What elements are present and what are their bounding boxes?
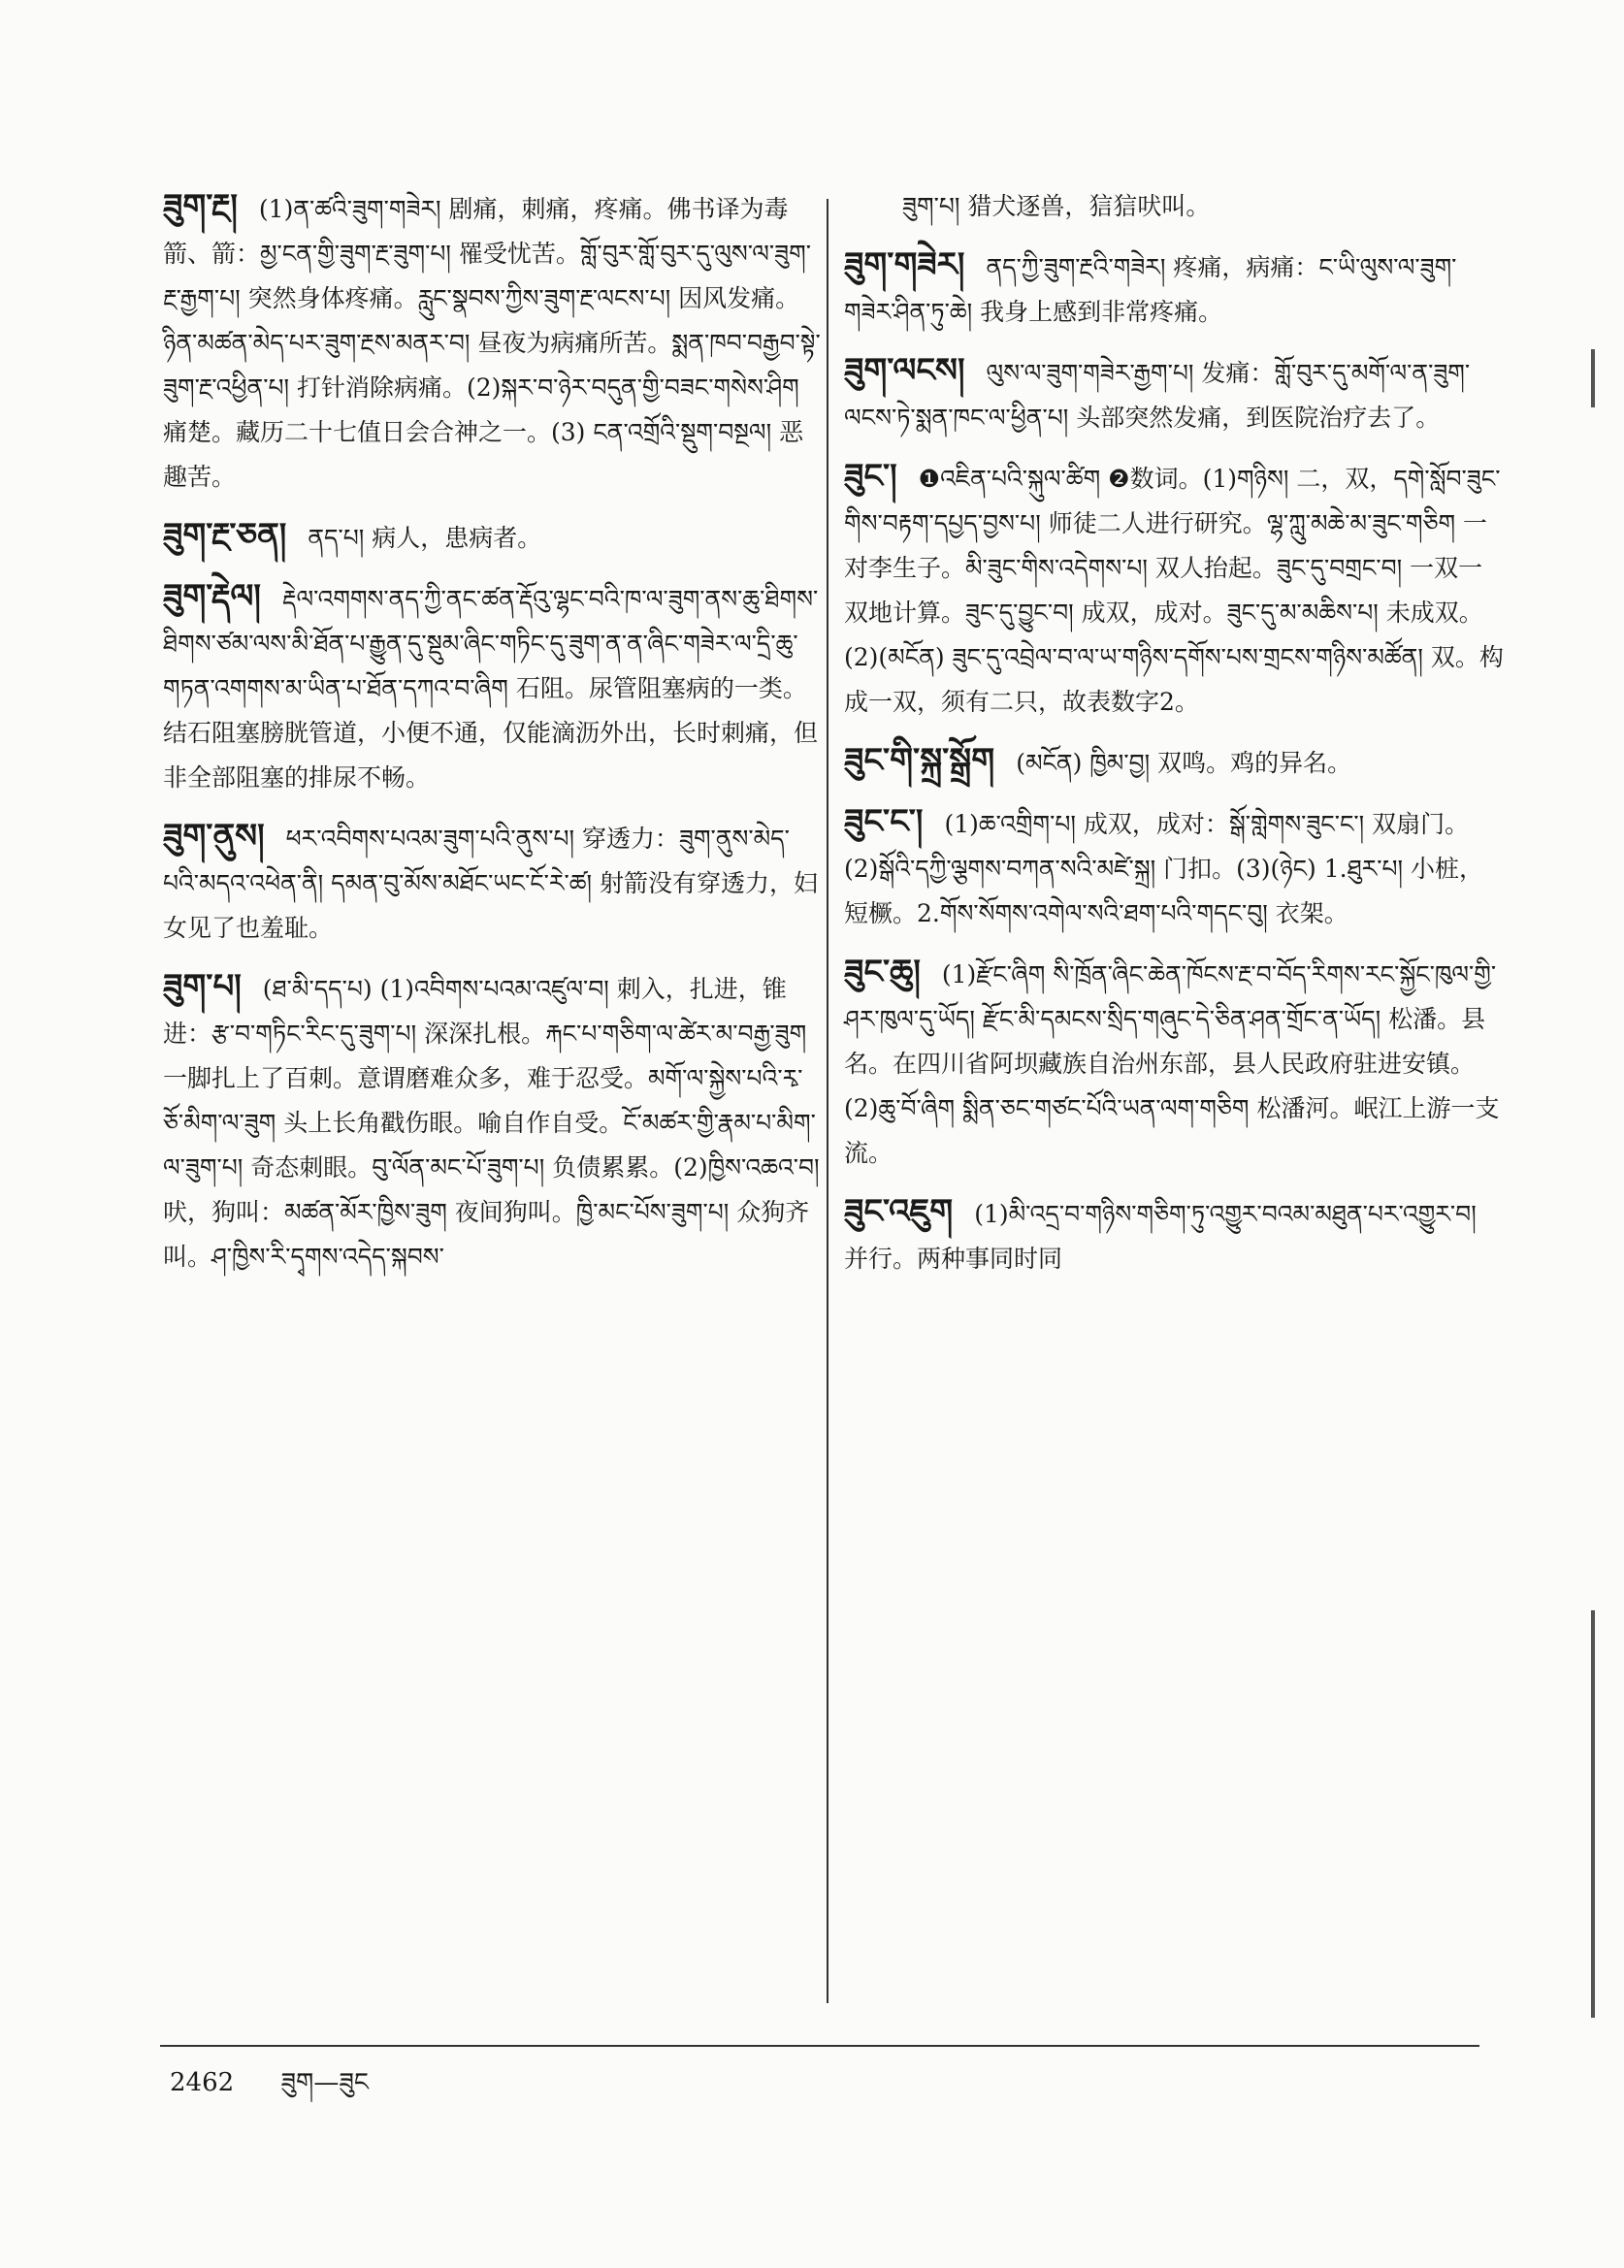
dictionary-entry — [844, 799, 1504, 936]
scan-edge-mark — [1591, 1610, 1595, 2018]
entry-headword: ཟུག་ལངས། — [844, 351, 965, 390]
dictionary-entry — [844, 738, 1504, 786]
dictionary-entry — [163, 574, 823, 800]
page-number: 2462 — [170, 2068, 235, 2097]
entry-headword: ཟུག་རྔ་ཅན། — [163, 516, 287, 555]
entry-definition: ནད་པ། 病人，患病者。 — [308, 524, 542, 552]
dictionary-entry — [163, 513, 823, 561]
entry-definition: (1)ཆ་འགྲིག་པ། 成双，成对：སྒོ་གླེགས་ཟུང་ང་། 双扇门。(2)སྒོའི་དཀྱི་ལྕགས་བཀན་སའི་མཛེ་སྐྲ། 门扣。(3)(ཉེང) 1.ཐུར་པ། 小桩，短橛。2.གོས་སོགས་འགེལ་སའི་ཐག་པའི་གདང་བུ། 衣架。 — [844, 810, 1484, 927]
entry-headword: ཟུང་གི་སྐྲ་སྒྲོག — [844, 741, 995, 780]
page-footer — [170, 2055, 407, 2125]
dictionary-entry — [163, 964, 823, 1280]
right-column — [844, 184, 1504, 1295]
entry-continuation: ཟུག་པ། 猎犬逐兽，狺狺吠叫。 — [902, 192, 1211, 220]
dictionary-entry — [163, 814, 823, 951]
entry-headword: ཟུག་པ། — [163, 967, 242, 1006]
dictionary-entry — [844, 950, 1504, 1176]
entry-headword: ཟུང་། — [844, 457, 897, 496]
entry-definition: ཕར་འབིགས་པའམ་ཟུག་པའི་ནུས་པ། 穿透力：ཟུག་ནུས་མེད་པའི་མདའ་འཕེན་ནི། དམན་བུ་མོས་མཐོང་ཡང་ངོ་རེ་ཚ། 射箭没有穿透力，妇女见了也羞耻。 — [163, 825, 818, 942]
footer-rule — [160, 2045, 1479, 2047]
entry-definition: ❶འཇིན་པའི་སྐུལ་ཚིག ❷数词。(1)གཉིས། 二，双，དགེ་སློབ་ཟུང་གིས་བརྟག་དཔྱད་བྱས་པ། 师徒二人进行研究。ལྷ་ཀླུ་མཆེ་མ་ཟུང་གཅིག 一对李生子。མི་ཟུང་གིས་འདེགས་པ། 双人抬起。ཟུང་དུ་བགྲང་བ། 一双一双地计算。ཟུང་དུ་བྱུང་བ། 成双，成对。ཟུང་དུ་མ་མཆིས་པ། 未成双。(2)(མངོན) ཟུང་དུ་འབྲེལ་བ་ལ་ཡ་གཉིས་དགོས་པས་གྲངས་གཉིས་མཚོན། 双。构成一双，须有二只，故表数字2。 — [844, 465, 1504, 716]
dictionary-entry — [844, 454, 1504, 725]
entry-definition: ནད་ཀྱི་ཟུག་རྔའི་གཟེར། 疼痛，病痛：ང་ཡི་ལུས་ལ་ཟུག་གཟེར་ཤིན་ཏུ་ཆེ། 我身上感到非常疼痛。 — [844, 253, 1457, 326]
entry-definition: ལུས་ལ་ཟུག་གཟེར་རྒྱག་པ། 发痛：གློ་བུར་དུ་མགོ་ལ་ན་ཟུག་ལངས་ཏེ་སྨན་ཁང་ལ་ཕྱིན་པ། 头部突然发痛，到医院治疗去了。 — [844, 359, 1471, 432]
guide-words: ཟུག—ཟུང — [280, 2068, 369, 2097]
entry-headword: ཟུག་གཟེར། — [844, 245, 965, 284]
dictionary-entry — [844, 243, 1504, 335]
entry-definition: (1)ན་ཚའི་ཟུག་གཟེར། 剧痛，刺痛，疼痛。佛书译为毒箭、箭：མྱ་ངན་གྱི་ཟུག་རྔ་ཟུག་པ། 罹受忧苦。གློ་བུར་གློ་བུར་དུ་ལུས་ལ་ཟུག་རྔ་རྒྱག་པ། 突然身体疼痛。རླུང་སྣབས་ཀྱིས་ཟུག་རྔ་ལངས་པ། 因风发痛。ཉིན་མཚན་མེད་པར་ཟུག་རྔས་མནར་བ། 昼夜为病痛所苦。སྨན་ཁབ་བརྒྱབ་སྟེ་ཟུག་རྔ་འཕྱིན་པ། 打针消除病痛。(2)སྐར་བ་ཉེར་བདུན་གྱི་བཟང་གསེས་ཤིག 痛楚。藏历二十七值日会合神之一。(3) ངན་འགྲོའི་སྡུག་བསྔལ། 恶趣苦。 — [163, 195, 821, 491]
dictionary-entry — [163, 184, 823, 500]
entry-headword: ཟུང་ཆུ། — [844, 953, 921, 991]
entry-definition: (ཐ་མི་དད་པ) (1)འབིགས་པའམ་འཛུལ་བ། 刺入，扎进，锥进：རྩ་བ་གཏིང་རིང་དུ་ཟུག་པ། 深深扎根。རྐང་པ་གཅིག་ལ་ཚེར་མ་བརྒྱ་ཟུག 一脚扎上了百刺。意谓磨难众多，难于忍受。མགོ་ལ་སྐྱེས་པའི་རྭ་ཅོ་མིག་ལ་ཟུག 头上长角戳伤眼。喻自作自受。ངོ་མཚར་གྱི་རྣམ་པ་མིག་ལ་ཟུག་པ། 奇态刺眼。བུ་ལོན་མང་པོ་ཟུག་པ། 负债累累。(2)ཁྱིས་འཆའ་བ། 吠，狗叫：མཚན་མོར་ཁྱིས་ཟུག 夜间狗叫。ཁྱི་མང་པོས་ཟུག་པ། 众狗齐叫。ཤ་ཁྱིས་རི་དྭགས་འདེད་སྐབས་ — [163, 975, 820, 1271]
entry-headword: ཟུང་འཇུག — [844, 1192, 954, 1231]
entry-definition: རྡེལ་འགགས་ནད་ཀྱི་ནང་ཚན་རྡོའུ་ལྷང་བའི་ཁ་ལ་ཟུག་ནས་ཆུ་ཐིགས་ཐིགས་ཙམ་ལས་མི་ཐོན་པ་རྒྱུན་དུ་སྡུམ་ཞིང་གཏིང་དུ་ཟུག་ན་ན་ཞིང་གཟེར་ལ་དྲི་ཆུ་གཏན་འགགས་མ་ཡིན་པ་ཐོན་དཀའ་བ་ཞིག 石阻。尿管阻塞病的一类。结石阻塞膀胱管道，小便不通，仅能滴沥外出，长时刺痛，但非全部阻塞的排尿不畅。 — [163, 585, 819, 792]
column-divider — [827, 199, 828, 2003]
entry-definition: (མངོན) ཁྱིམ་བྱ། 双鸣。鸡的异名。 — [1016, 749, 1352, 777]
entry-definition: (1)རྫོང་ཞིག སི་ཁྲོན་ཞིང་ཆེན་ཁོངས་རྔ་བ་བོད་རིགས་རང་སྐྱོང་ཁུལ་གྱི་ཤར་ཁུལ་དུ་ཡོད། རྫོང་མི་དམངས་སྲིད་གཞུང་དེ་ཅིན་ཤན་གྲོང་ན་ཡོད། 松潘。县名。在四川省阿坝藏族自治州东部，县人民政府驻进安镇。(2)ཆུ་བོ་ཞིག སྨིན་ཅང་གཙང་པོའི་ཡན་ལག་གཅིག 松潘河。岷江上游一支流。 — [844, 960, 1500, 1167]
dictionary-entry — [844, 348, 1504, 440]
entry-headword: ཟུག་རྔ། — [163, 187, 238, 226]
entry-definition: (1)མི་འདྲ་བ་གཉིས་གཅིག་ཏུ་འགྱུར་བའམ་མཐུན་པར་འགྱུར་བ། 并行。两种事同时同 — [844, 1200, 1477, 1273]
entry-headword: ཟུག་ནུས། — [163, 817, 265, 856]
entry-headword: ཟུང་ང་། — [844, 802, 924, 841]
dictionary-entry — [844, 1189, 1504, 1281]
entry-headword: ཟུག་རྡེལ། — [163, 577, 261, 616]
left-column — [163, 184, 823, 1293]
scan-edge-mark — [1591, 349, 1595, 407]
